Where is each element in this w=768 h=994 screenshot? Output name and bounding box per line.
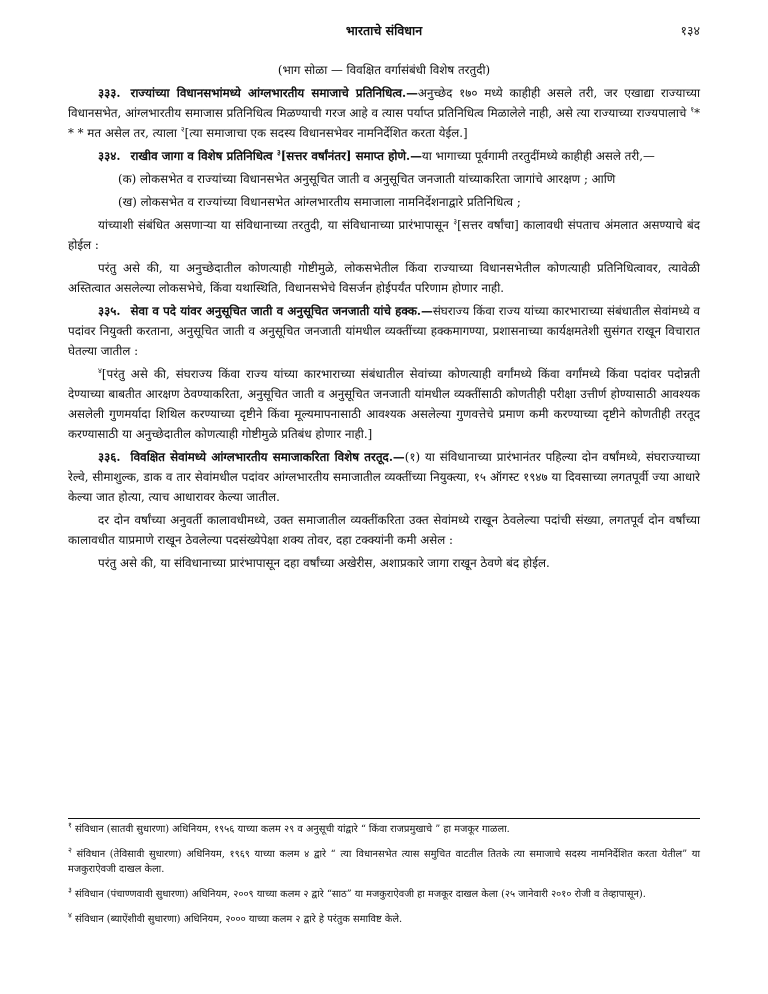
footnote-divider bbox=[68, 818, 700, 819]
footnote: $^४$ संविधान (ब्याऐंशीवी सुधारणा) अधिनियम, २००० याच्या कलम २ द्वारे हे परंतुक समाविष्ट केले. bbox=[68, 910, 403, 925]
footnotes bbox=[68, 822, 700, 937]
article-number: ३३६. bbox=[98, 450, 121, 464]
clause-a: (क) लोकसभेत व राज्यांच्या विधानसभेत अनुसूचित जाती व अनुसूचित जनजाती यांच्याकरिता जागांचे आरक्षण ; आणि bbox=[118, 172, 616, 186]
footnote-ref: ३ bbox=[453, 217, 458, 227]
footnote: $^१$ संविधान (सातवी सुधारणा) अधिनियम, १९५६ याच्या कलम २९ व अनुसूची यांद्वारे “ किंवा राजप्रमुखाचे ” हा मजकूर गाळला. bbox=[68, 820, 510, 835]
article-heading: सेवा व पदे यांवर अनुसूचित जाती व अनुसूचित जनजाती यांचे हक्क.— bbox=[130, 304, 433, 318]
article-334-proviso: परंतु असे की, या अनुच्छेदातील कोणत्याही गोष्टीमुळे, लोकसभेतील किंवा राज्याच्या विधानसभेतील कोणत्याही प्रतिनिधित्वावर, त्यावेळी अस्तित्वात असलेल्या लोकसभेचे, किंवा यथास्थिति, विधानसभेचे विसर्जन होईपर्यंत परिणाम होणार नाही. bbox=[68, 261, 700, 295]
article-heading: राखीव जागा व विशेष प्रतिनिधित्व $^३$[सत्तर वर्षांनंतर] समाप्त होणे.— bbox=[130, 148, 422, 163]
footnote-ref: १ bbox=[690, 105, 695, 115]
article-335: ३३५. सेवा व पदे यांवर अनुसूचित जाती व अनुसूचित जनजाती यांचे हक्क.—संघराज्य किंवा राज्य यांच्या कारभाराच्या संबंधातील सेवांमध्ये व पदांवर नियुक्ती करताना, अनुसूचित जाती व अनुसूचित जनजाती यांमधील व्यक्तींच्या हक्कमागण्या, प्रशासनाच्या कार्यक्षमतेशी सुसंगत राखून विचारात घेतल्या जातील : bbox=[68, 304, 700, 358]
clause-b: (ख) लोकसभेत व राज्यांच्या विधानसभेत आंग्लभारतीय समाजाला नामनिर्देशनाद्वारे प्रतिनिधित्व ; bbox=[118, 195, 521, 209]
article-336: ३३६. विवक्षित सेवांमध्ये आंग्लभारतीय समाजाकरिता विशेष तरतूद.—(१) या संविधानाच्या प्रारंभानंतर पहिल्या दोन वर्षांमध्ये, संघराज्याच्या रेल्वे, सीमाशुल्क, डाक व तार सेवांमधील पदांवर आंग्लभारतीय समाजातील व्यक्तींच्या नियुक्त्या, १५ ऑगस्ट १९४७ या दिवसाच्या लगतपूर्वी ज्या आधारे केल्या जात होत्या, त्याच आधारावर केल्या जातील. bbox=[68, 450, 700, 504]
article-heading: राज्यांच्या विधानसभांमध्ये आंग्लभारतीय समाजाचे प्रतिनिधित्व.— bbox=[130, 86, 418, 100]
article-334-continuation: यांच्याशी संबंधित असणाऱ्या या संविधानाच्या तरतुदी, या संविधानाच्या प्रारंभापासून $^३$[सत्तर वर्षांचा] कालावधी संपताच अंमलात असण्याचे बंद होईल : bbox=[68, 217, 700, 252]
article-335-proviso: $^४$[परंतु असे की, संघराज्य किंवा राज्य यांच्या कारभाराच्या संबंधातील सेवांच्या कोणत्याही वर्गांमध्ये किंवा वर्गांमध्ये किंवा पदांवर पदोन्नती देण्याच्या बाबतीत आरक्षण ठेवण्याकरिता, अनुसूचित जाती व अनुसूचित जनजाती यांमधील व्यक्तींसाठी कोणतीही परीक्षा उत्तीर्ण होण्यासाठी आवश्यक असलेली गुणमर्यादा शिथिल करण्याच्या दृष्टीने किंवा मूल्यमापनासाठी आवश्यक असलेल्या गुणवत्तेचे प्रमाण कमी करण्याच्या दृष्टीने कोणतीही तरतूद करण्यासाठी या अनुच्छेदातील कोणत्याही गोष्टीमुळे प्रतिबंध होणार नाही.] bbox=[68, 366, 700, 441]
footnote: $^२$ संविधान (तेविसावी सुधारणा) अधिनियम, १९६९ याच्या कलम ४ द्वारे “ त्या विधानसभेत त्यास समुचित वाटतील तितके त्या समाजाचे सदस्य नामनिर्देशित करता येतील” या मजकुराऐवजी दाखल केला. bbox=[68, 845, 700, 875]
article-number: ३३५. bbox=[98, 304, 121, 318]
part-heading: (भाग सोळा — विवक्षित वर्गासंबंधी विशेष तरतुदी) bbox=[277, 63, 491, 77]
page-number: १३४ bbox=[680, 23, 700, 38]
footnote: $^३$ संविधान (पंचाण्णवावी सुधारणा) अधिनियम, २००९ याच्या कलम २ द्वारे “साठ” या मजकुराऐवजी हा मजकूर दाखल केला (२५ जानेवारी २०१० रोजी व तेव्हापासून). bbox=[68, 885, 646, 900]
footnote-ref: २ bbox=[180, 125, 185, 135]
article-336-para-2: दर दोन वर्षांच्या अनुवर्ती कालावधीमध्ये, उक्त समाजातील व्यक्तींकरिता उक्त सेवांमध्ये राखून ठेवलेल्या पदांची संख्या, लगतपूर्व दोन वर्षांच्या कालावधीत याप्रमाणे राखून ठेवलेल्या पदसंख्येपेक्षा शक्य तोवर, दहा टक्क्यांनी कमी असेल : bbox=[68, 513, 700, 547]
footnote-ref: ४ bbox=[98, 366, 102, 376]
article-334: ३३४. राखीव जागा व विशेष प्रतिनिधित्व $^३$[सत्तर वर्षांनंतर] समाप्त होणे.—या भागाच्या पूर्वगामी तरतुदींमध्ये काहीही असले तरी,— bbox=[98, 148, 655, 163]
article-336-proviso: परंतु असे की, या संविधानाच्या प्रारंभापासून दहा वर्षांच्या अखेरीस, अशाप्रकारे जागा राखून ठेवणे बंद होईल. bbox=[98, 556, 550, 570]
article-333: ३३३. राज्यांच्या विधानसभांमध्ये आंग्लभारतीय समाजाचे प्रतिनिधित्व.—अनुच्छेद १७० मध्ये काहीही असले तरी, जर एखाद्या राज्याच्या विधानसभेत, आंग्लभारतीय समाजास प्रतिनिधित्व मिळण्याची गरज आहे व त्यास पर्याप्त प्रतिनिधित्व मिळालेले नाही, असे त्या राज्याच्या राज्यपालाचे $^१$* * * मत असेल तर, त्याला $^२$[त्या समाजाचा एक सदस्य विधानसभेवर नामनिर्देशित करता येईल.] bbox=[68, 86, 700, 140]
footnote-ref: ३ bbox=[276, 148, 281, 158]
document-body bbox=[68, 60, 700, 576]
article-number: ३३४. bbox=[98, 149, 121, 163]
page-header-title: भारताचे संविधान bbox=[345, 23, 423, 38]
article-number: ३३३. bbox=[98, 86, 121, 100]
article-heading: विवक्षित सेवांमध्ये आंग्लभारतीय समाजाकरिता विशेष तरतूद.— bbox=[130, 450, 405, 464]
